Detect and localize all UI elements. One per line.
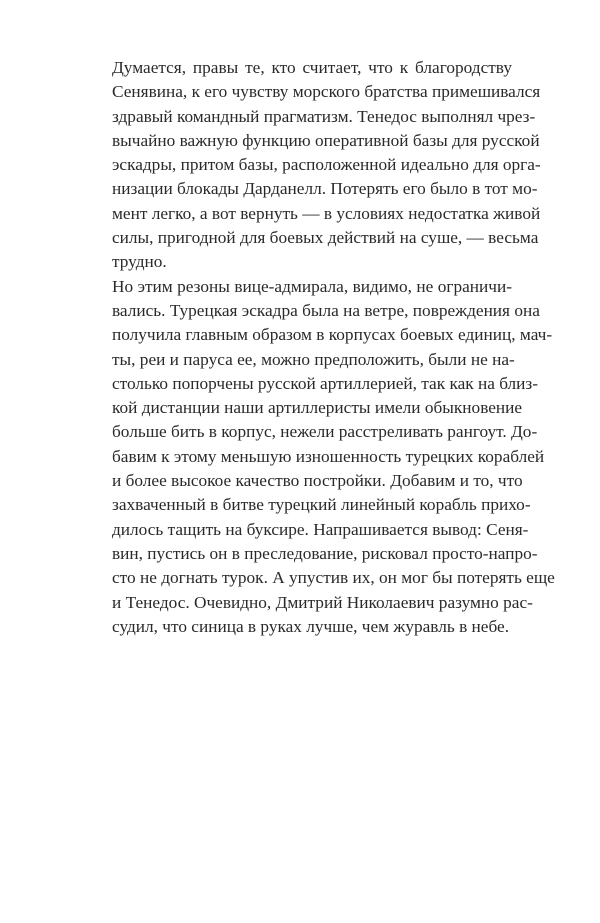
text-line: здравый командный прагматизм. Тенедос выполнял чрез-	[112, 106, 536, 126]
text-line: вин, пустись он в преследование, рисковал просто-напро-	[112, 543, 538, 563]
text-line: трудно.	[112, 252, 167, 272]
page-body	[88, 56, 555, 639]
text-line: эскадры, притом базы, расположенной идеально для орга-	[112, 155, 541, 175]
text-line: дилось тащить на буксире. Напрашивается вывод: Сеня-	[112, 519, 529, 539]
text-line: захваченный в битве турецкий линейный корабль прихо-	[112, 495, 531, 515]
text-line: получила главным образом в корпусах боевых единиц, мач-	[112, 325, 553, 345]
text-line: вычайно важную функцию оперативной базы для русской	[112, 130, 540, 150]
text-line: кой дистанции наши артиллеристы имели обыкновение	[112, 398, 523, 418]
text-line: ты, реи и паруса ее, можно предположить, были не на-	[112, 349, 515, 369]
paragraph-1	[88, 56, 541, 275]
text-line: столько попорчены русской артиллерией, так как на близ-	[112, 373, 539, 393]
text-line: силы, пригодной для боевых действий на суше, — весьма	[112, 228, 539, 248]
text-line: судил, что синица в руках лучше, чем журавль в небе.	[112, 616, 510, 636]
text-line: и Тенедос. Очевидно, Дмитрий Николаевич разумно рас-	[112, 592, 533, 612]
text-line: вались. Турецкая эскадра была на ветре, повреждения она	[112, 300, 540, 320]
text-line: Но этим резоны вице-адмирала, видимо, не ограничи-	[112, 276, 512, 296]
text-line: больше бить в корпус, нежели расстреливать рангоут. До-	[112, 422, 538, 442]
text-line: мент легко, а вот вернуть — в условиях недостатка живой	[112, 203, 541, 223]
text-line: низации блокады Дарданелл. Потерять его было в тот мо-	[112, 179, 538, 199]
text-line: сто не догнать турок. А упустив их, он мог бы потерять еще	[112, 568, 555, 588]
paragraph-2	[88, 275, 555, 639]
text-line: бавим к этому меньшую изношенность турецких кораблей	[112, 446, 545, 466]
text-line: Думается, правы те, кто считает, что к благородству	[112, 58, 512, 77]
text-line: и более высокое качество постройки. Добавим и то, что	[112, 471, 523, 491]
text-line: Сенявина, к его чувству морского братства примешивался	[112, 82, 541, 102]
